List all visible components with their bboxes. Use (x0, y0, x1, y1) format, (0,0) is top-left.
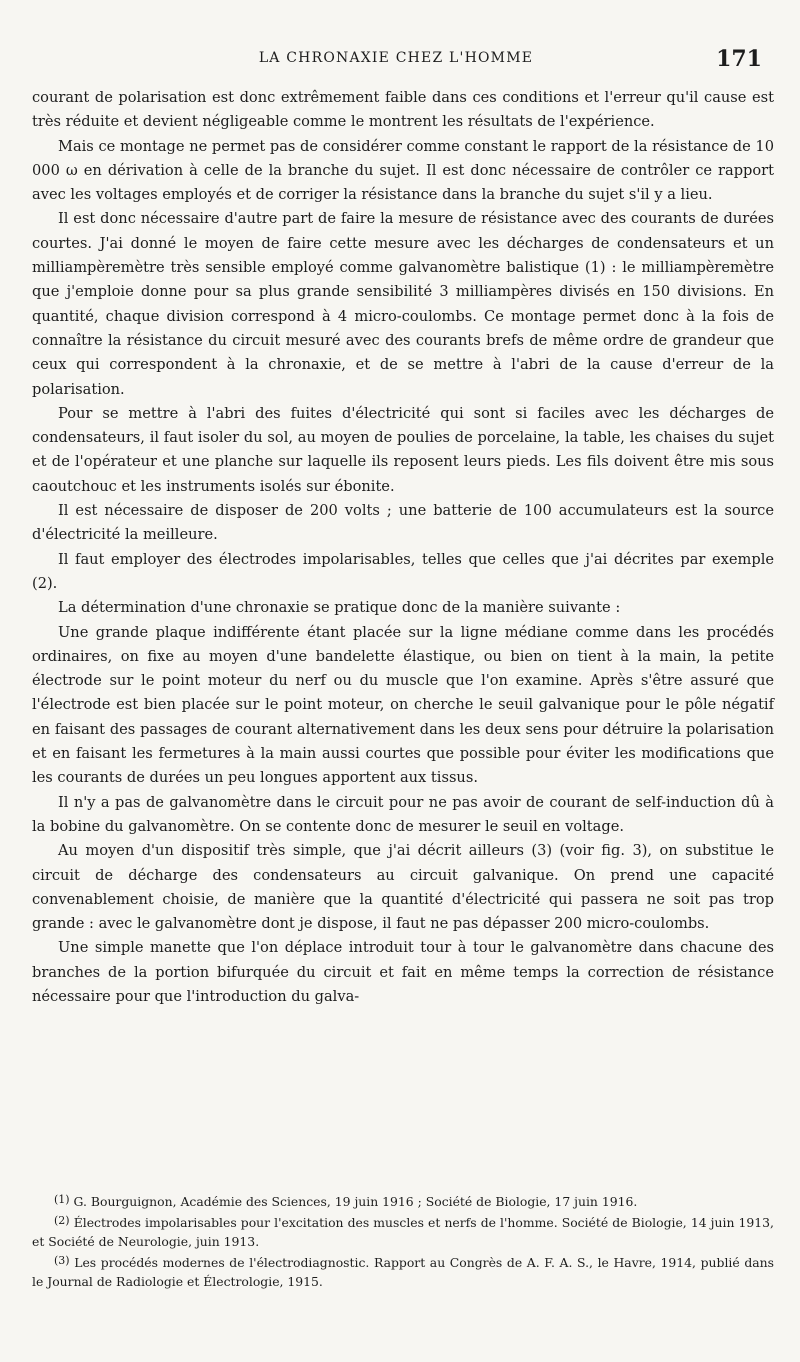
footnote (32, 1251, 774, 1291)
running-title: LA CHRONAXIE CHEZ L'HOMME (258, 50, 534, 66)
paragraph: Il est donc nécessaire d'autre part de faire la mesure de résistance avec des courants de durées courtes. J'ai donné le moyen de faire cette mesure avec les décharges de condensateurs et un milliampèremètre très sensible employé comme galvanomètre balistique (1) : le milliampèremètre que j'emploie donne pour sa plus grande sensibilité 3 milliampères divisés en 150 divisions. En quantité, chaque division correspond à 4 micro-coulombs. Ce montage permet donc à la fois de connaître la résistance du circuit mesuré avec des courants brefs de même ordre de grandeur que ceux qui correspondent à la chronaxie, et de se mettre à l'abri de la cause d'erreur de la polarisation. (32, 210, 774, 398)
footnote-number: (3) (54, 1254, 70, 1267)
footnote-text: Électrodes impolarisables pour l'excitation des muscles et nerfs de l'homme. Société de Biologie, 14 juin 1913, et Société de Neurologie, juin 1913. (32, 1215, 774, 1249)
footnote-text: G. Bourguignon, Académie des Sciences, 19 juin 1916 ; Société de Biologie, 17 juin 1916. (73, 1194, 638, 1209)
paragraph: Mais ce montage ne permet pas de considérer comme constant le rapport de la résistance de 10 000 ω en dérivation à celle de la branche du sujet. Il est donc nécessaire de contrôler ce rapport avec les voltages employés et de corriger la résistance dans la branche du sujet s'il y a lieu. (32, 137, 774, 204)
page-number: 171 (716, 46, 762, 72)
footnote-number: (1) (54, 1193, 70, 1206)
paragraph: courant de polarisation est donc extrêmement faible dans ces conditions et l'erreur qu'il cause est très réduite et devient négligeable comme le montrent les résultats de l'expérience. (32, 89, 774, 131)
page-header (30, 46, 762, 72)
paragraph: Il faut employer des électrodes impolarisables, telles que celles que j'ai décrites par exemple (2). (32, 550, 774, 592)
body-text (32, 86, 774, 1009)
footnotes (32, 1190, 774, 1291)
paragraph: Il est nécessaire de disposer de 200 volts ; une batterie de 100 accumulateurs est la source d'électricité la meilleure. (32, 502, 774, 544)
paragraph: Une grande plaque indifférente étant placée sur la ligne médiane comme dans les procédés ordinaires, on fixe au moyen d'une bandelette élastique, ou bien on tient à la main, la petite électrode sur le point moteur du nerf ou du muscle que l'on examine. Après s'être assuré que l'électrode est bien placée sur le point moteur, on cherche le seuil galvanique pour le pôle négatif en faisant des passages de courant alternativement dans les deux sens pour détruire la polarisation et en faisant les fermetures à la main aussi courtes que possible pour éviter les modifications que les courants de durées un peu longues apportent aux tissus. (32, 623, 774, 787)
paragraph: La détermination d'une chronaxie se pratique donc de la manière suivante : (58, 599, 621, 617)
paragraph: Une simple manette que l'on déplace introduit tour à tour le galvanomètre dans chacune des branches de la portion bifurquée du circuit et fait en même temps la correction de résistance nécessaire pour que l'introduction du galva- (32, 939, 774, 1005)
footnote (32, 1211, 774, 1251)
paragraph: Pour se mettre à l'abri des fuites d'électricité qui sont si faciles avec les décharges de condensateurs, il faut isoler du sol, au moyen de poulies de porcelaine, la table, les chaises du sujet et de l'opérateur et une planche sur laquelle ils reposent leurs pieds. Les fils doivent être mis sous caoutchouc et les instruments isolés sur ébonite. (32, 404, 774, 495)
paragraph: Au moyen d'un dispositif très simple, que j'ai décrit ailleurs (3) (voir fig. 3), on substitue le circuit de décharge des condensateurs au circuit galvanique. On prend une capacité convenablement choisie, de manière que la quantité d'électricité qui passera ne soit pas trop grande : avec le galvanomètre dont je dispose, il faut ne pas dépasser 200 micro-coulombs. (32, 842, 774, 933)
paragraph: Il n'y a pas de galvanomètre dans le circuit pour ne pas avoir de courant de self-induction dû à la bobine du galvanomètre. On se contente donc de mesurer le seuil en voltage. (32, 793, 774, 835)
footnote (32, 1190, 774, 1211)
footnote-number: (2) (54, 1214, 70, 1227)
footnote-text: Les procédés modernes de l'électrodiagnostic. Rapport au Congrès de A. F. A. S., le Havre, 1914, publié dans le Journal de Radiologie et Électrologie, 1915. (32, 1255, 774, 1289)
